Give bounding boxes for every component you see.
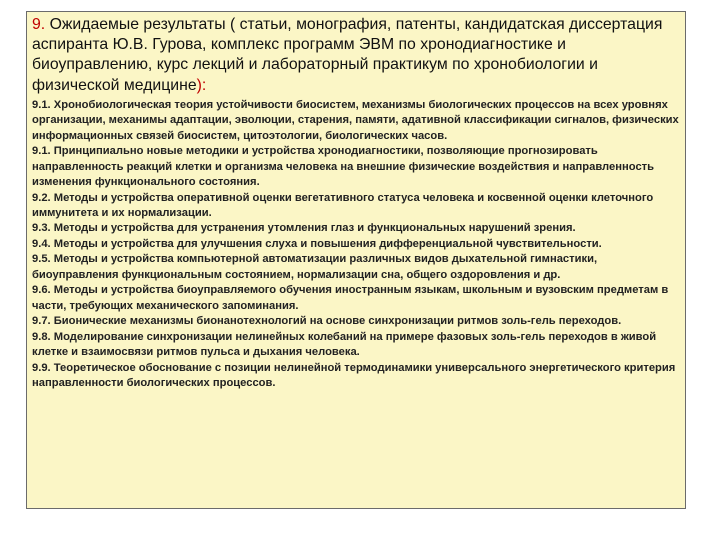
content-box bbox=[26, 11, 686, 509]
result-item-9-4: 9.4. Методы и устройства для улучшения слуха и повышения дифференциальной чувствительности. bbox=[32, 237, 602, 250]
section-heading-text: Ожидаемые результаты ( статьи, монография, патенты, кандидатская диссертация аспиранта Ю.В. Гурова, комплекс программ ЭВМ по хронодиагностике и биоуправлению, курс лекций и лабораторный практикум по хронобиологии и физической медицине bbox=[32, 16, 663, 94]
result-item-9-3: 9.3. Методы и устройства для устранения утомления глаз и функциональных нарушений зрения. bbox=[32, 222, 576, 235]
results-list bbox=[32, 98, 681, 392]
result-item-9-1-methods: 9.1. Принципиально новые методики и устройства хронодиагностики, позволяющие прогнозировать направленность реакций клетки и организма человека на внешние физические воздействия и направленность изменения функционального состояния. bbox=[32, 145, 655, 189]
section-heading bbox=[32, 15, 681, 96]
result-item-9-9: 9.9. Теоретическое обоснование с позиции нелинейной термодинамики универсального энергетического критерия направленности биологических процессов. bbox=[32, 361, 676, 389]
result-item-9-6: 9.6. Методы и устройства биоуправляемого обучения иностранным языкам, школьным и вузовским предметам в части, требующих механического запоминания. bbox=[32, 284, 669, 312]
section-number: 9. bbox=[32, 16, 46, 33]
result-item-9-2: 9.2. Методы и устройства оперативной оценки вегетативного статуса человека и косвенной оценки клеточного иммунитета и их нормализации. bbox=[32, 191, 654, 219]
result-item-9-1-theory: 9.1. Хронобиологическая теория устойчивости биосистем, механизмы биологических процессов на всех уровнях организации, механимы адаптации, эволюции, старения, памяти, адативной классификации сигналов, физических информационных связей биосистем, цитоэтологии, биологических часов. bbox=[32, 98, 679, 142]
result-item-9-7: 9.7. Бионические механизмы бионанотехнологий на основе синхронизации ритмов золь-гель переходов. bbox=[32, 315, 622, 328]
section-heading-closing: ): bbox=[196, 76, 207, 94]
result-item-9-5: 9.5. Методы и устройства компьютерной автоматизации различных видов дыхательной гимнастики, биоуправления функциональным состоянием, нормализации сна, общего оздоровления и др. bbox=[32, 253, 598, 281]
result-item-9-8: 9.8. Моделирование синхронизации нелинейных колебаний на примере фазовых золь-гель переходов в живой клетке и взаимосвязи ритмов пульса и дыхания человека. bbox=[32, 330, 657, 359]
